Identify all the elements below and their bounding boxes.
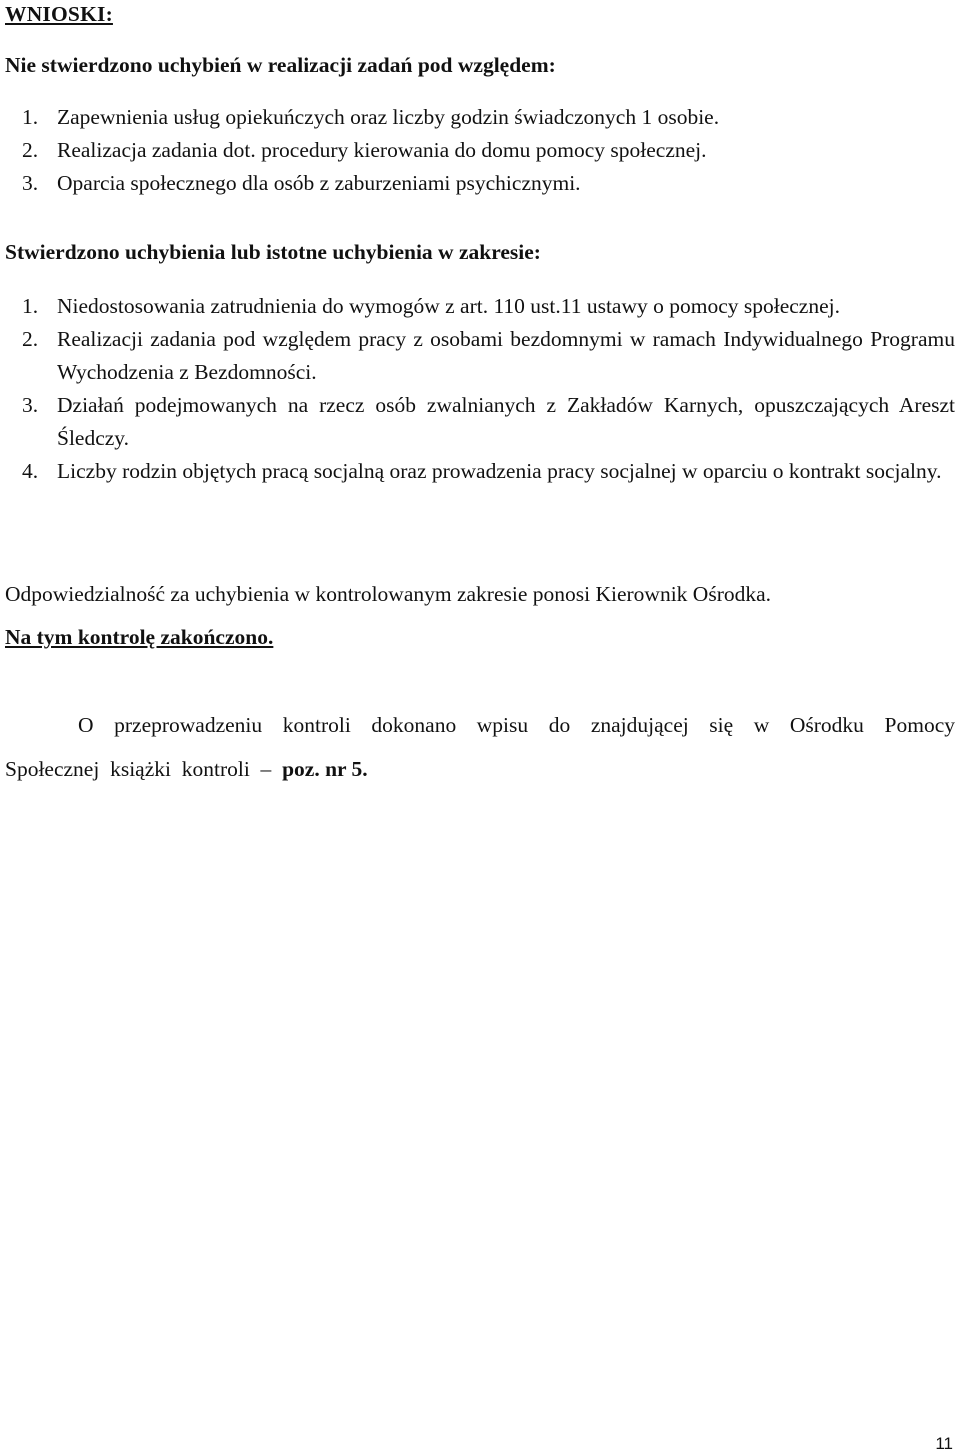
list-item-number: 2. (22, 327, 39, 351)
list-item-number: 1. (22, 105, 39, 129)
entry-line-2 (5, 757, 368, 781)
list-item (5, 101, 955, 134)
list-item-number: 4. (22, 459, 39, 483)
list-item-text: Liczby rodzin objętych pracą socjalną oraz prowadzenia pracy socjalnej w oparciu o kontrakt socjalny. (57, 459, 942, 483)
responsibility-paragraph: Odpowiedzialność za uchybienia w kontrolowanym zakresie ponosi Kierownik Ośrodka. (5, 582, 772, 606)
list-item-text: Zapewnienia usług opiekuńczych oraz liczby godzin świadczonych 1 osobie. (57, 105, 720, 129)
list-item-text: Działań podejmowanych na rzecz osób zwalnianych z Zakładów Karnych, opuszczających Areszt Śledczy. (57, 393, 955, 450)
entry-line-2-text: Społecznej książki kontroli – (5, 757, 283, 781)
no-irregularities-title: Nie stwierdzono uchybień w realizacji zadań pod względem: (5, 53, 556, 77)
list-item-text: Realizacja zadania dot. procedury kierowania do domu pomocy społecznej. (57, 138, 707, 162)
list-item (5, 323, 955, 389)
list-item (5, 455, 955, 488)
conclusions-heading: WNIOSKI: (5, 2, 113, 26)
irregularities-title: Stwierdzono uchybienia lub istotne uchybienia w zakresie: (5, 240, 541, 264)
page-number: 11 (935, 1434, 953, 1453)
list-item-text: Realizacji zadania pod względem pracy z osobami bezdomnymi w ramach Indywidualnego Programu Wychodzenia z Bezdomności. (57, 327, 955, 384)
list-item (5, 134, 955, 167)
list-item-number: 1. (22, 294, 39, 318)
entry-position-number: poz. nr 5. (282, 757, 368, 781)
entry-line-1: O przeprowadzeniu kontroli dokonano wpisu do znajdującej się w Ośrodku Pomocy (78, 713, 955, 737)
no-irregularities-list (5, 101, 955, 200)
list-item-number: 3. (22, 171, 39, 195)
list-item-text: Niedostosowania zatrudnienia do wymogów z art. 110 ust.11 ustawy o pomocy społecznej. (57, 294, 840, 318)
irregularities-list (5, 290, 955, 488)
list-item (5, 389, 955, 455)
list-item-text: Oparcia społecznego dla osób z zaburzeniami psychicznymi. (57, 171, 581, 195)
list-item-number: 3. (22, 393, 39, 417)
closing-statement: Na tym kontrolę zakończono. (5, 625, 274, 649)
list-item (5, 290, 955, 323)
list-item (5, 167, 955, 200)
list-item-number: 2. (22, 138, 39, 162)
inspection-book-entry (5, 703, 955, 791)
